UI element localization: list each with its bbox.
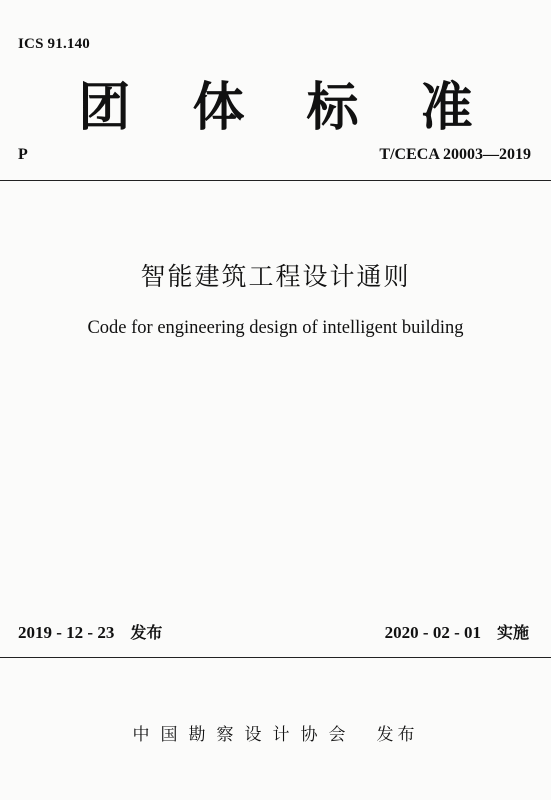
issuer-line [0,720,551,745]
issue-date: 2019 - 12 - 23 [18,623,115,642]
bottom-divider [0,657,551,658]
issue-date-line [18,620,162,643]
standard-number: T/CECA 20003—2019 [379,146,531,163]
implement-date: 2020 - 02 - 01 [384,623,481,642]
title-english: Code for engineering design of intelligent building [87,318,464,338]
implement-date-line [385,620,529,643]
issuer-label: 发布 [376,725,419,745]
standard-type-heading: 团 体 标 准 [78,78,495,138]
ics-code: ICS 91.140 [18,36,91,52]
classification-code: P [18,146,28,163]
implement-label: 实施 [496,623,529,642]
top-divider [0,180,551,181]
issue-label: 发布 [130,623,163,642]
issuer-name: 中国勘察设计协会 [132,725,357,745]
title-chinese: 智能建筑工程设计通则 [140,262,411,291]
